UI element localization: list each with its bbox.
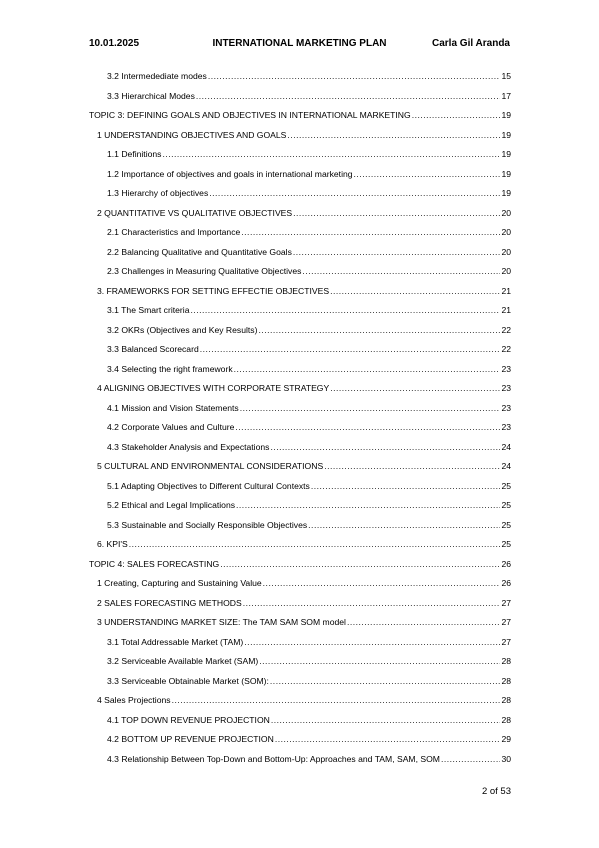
toc-leader-dots — [236, 498, 500, 512]
toc-leader-dots — [241, 225, 500, 239]
toc-entry-page: 27 — [501, 617, 511, 627]
toc-entry-page: 22 — [501, 344, 511, 354]
toc-leader-dots — [263, 576, 501, 590]
toc-entry[interactable] — [97, 596, 511, 610]
toc-entry[interactable] — [107, 440, 511, 454]
toc-entry-label: 4 ALIGNING OBJECTIVES WITH CORPORATE STRATEGY — [97, 383, 330, 393]
toc-entry[interactable] — [107, 245, 511, 259]
toc-entry-page: 22 — [501, 324, 511, 335]
toc-entry[interactable] — [107, 167, 511, 181]
toc-entry-page: 19 — [501, 129, 511, 140]
toc-entry[interactable] — [97, 284, 511, 298]
toc-entry[interactable] — [107, 674, 511, 688]
toc-entry[interactable] — [89, 557, 511, 571]
toc-entry-page: 25 — [501, 519, 511, 530]
toc-entry-label: 4.2 BOTTOM UP REVENUE PROJECTION — [107, 734, 274, 744]
toc-entry-page: 23 — [501, 422, 511, 432]
toc-entry-label: 5.2 Ethical and Legal Implications — [107, 500, 236, 510]
toc-leader-dots — [275, 732, 501, 746]
toc-entry-label: 2.2 Balancing Qualitative and Quantitative Goals — [107, 246, 292, 257]
toc-entry-page: 19 — [501, 188, 511, 198]
toc-entry[interactable] — [89, 108, 511, 122]
toc-entry-page: 28 — [501, 656, 511, 666]
toc-entry[interactable] — [107, 752, 511, 766]
toc-leader-dots — [196, 89, 501, 103]
toc-entry-page: 30 — [501, 753, 511, 764]
toc-leader-dots — [258, 323, 500, 337]
toc-entry-page: 23 — [501, 363, 511, 374]
toc-entry-label: 4.3 Relationship Between Top-Down and Bottom-Up: Approaches and TAM, SAM, SOM — [107, 753, 440, 764]
toc-entry-label: TOPIC 4: SALES FORECASTING — [89, 558, 220, 569]
toc-leader-dots — [243, 596, 501, 610]
toc-entry[interactable] — [107, 186, 511, 200]
toc-entry-page: 24 — [501, 441, 511, 452]
toc-entry-label: 2.3 Challenges in Measuring Qualitative Objectives — [107, 266, 302, 276]
toc-leader-dots — [302, 264, 500, 278]
toc-leader-dots — [190, 303, 500, 317]
toc-entry[interactable] — [107, 69, 511, 83]
toc-entry-page: 26 — [501, 578, 511, 588]
toc-leader-dots — [208, 69, 501, 83]
toc-entry-page: 20 — [501, 207, 511, 218]
page-header — [89, 38, 510, 52]
toc-leader-dots — [441, 752, 500, 766]
toc-leader-dots — [235, 420, 500, 434]
toc-entry-label: 2 SALES FORECASTING METHODS — [97, 597, 242, 608]
toc-leader-dots — [259, 654, 500, 668]
toc-entry[interactable] — [107, 420, 511, 434]
toc-entry[interactable] — [107, 362, 511, 376]
toc-entry[interactable] — [107, 401, 511, 415]
toc-leader-dots — [162, 147, 500, 161]
toc-leader-dots — [270, 440, 500, 454]
toc-entry-page: 28 — [501, 675, 511, 686]
toc-entry-label: 1.3 Hierarchy of objectives — [107, 188, 209, 198]
toc-leader-dots — [354, 167, 501, 181]
toc-entry-label: 4.1 TOP DOWN REVENUE PROJECTION — [107, 714, 270, 725]
toc-entry[interactable] — [97, 693, 511, 707]
toc-entry-label: TOPIC 3: DEFINING GOALS AND OBJECTIVES IN INTERNATIONAL MARKETING — [89, 110, 411, 120]
toc-entry-page: 27 — [501, 636, 511, 647]
toc-leader-dots — [234, 362, 501, 376]
toc-leader-dots — [412, 108, 501, 122]
toc-leader-dots — [293, 206, 500, 220]
toc-entry-label: 1 UNDERSTANDING OBJECTIVES AND GOALS — [97, 129, 287, 140]
toc-entry-label: 6. KPI'S — [97, 539, 128, 549]
toc-entry-page: 28 — [501, 714, 511, 725]
toc-entry[interactable] — [97, 206, 511, 220]
toc-entry-label: 3.2 Intermedediate modes — [107, 71, 207, 81]
toc-entry-page: 28 — [501, 695, 511, 705]
toc-entry[interactable] — [107, 147, 511, 161]
toc-entry-label: 3.3 Serviceable Obtainable Market (SOM): — [107, 675, 269, 686]
toc-entry-page: 21 — [501, 305, 511, 315]
toc-entry[interactable] — [107, 635, 511, 649]
toc-leader-dots — [324, 459, 500, 473]
toc-leader-dots — [347, 615, 500, 629]
toc-leader-dots — [244, 635, 500, 649]
toc-entry-label: 3.3 Hierarchical Modes — [107, 90, 195, 101]
toc-entry-page: 17 — [501, 90, 511, 101]
toc-entry-page: 19 — [501, 168, 511, 179]
toc-entry[interactable] — [107, 479, 511, 493]
header-date: 10.01.2025 — [89, 38, 140, 49]
toc-entry-page: 20 — [501, 246, 511, 257]
header-title: INTERNATIONAL MARKETING PLAN — [212, 38, 387, 49]
toc-entry-label: 5.3 Sustainable and Socially Responsible Objectives — [107, 519, 308, 530]
toc-entry-page: 19 — [501, 110, 511, 120]
toc-entry[interactable] — [97, 381, 511, 395]
toc-entry[interactable] — [97, 576, 511, 590]
toc-leader-dots — [209, 186, 500, 200]
toc-entry-label: 4.3 Stakeholder Analysis and Expectations — [107, 441, 270, 452]
toc-entry[interactable] — [107, 518, 511, 532]
toc-entry-page: 27 — [501, 597, 511, 608]
toc-entry[interactable] — [97, 537, 511, 551]
toc-entry-page: 25 — [501, 500, 511, 510]
toc-entry[interactable] — [107, 732, 511, 746]
toc-entry[interactable] — [107, 89, 511, 103]
toc-leader-dots — [330, 284, 500, 298]
header-author: Carla Gil Aranda — [432, 38, 510, 49]
toc-entry[interactable] — [97, 128, 511, 142]
toc-entry-label: 3.1 The Smart criteria — [107, 305, 190, 315]
toc-entry-label: 5.1 Adapting Objectives to Different Cultural Contexts — [107, 480, 310, 491]
toc-entry-page: 29 — [501, 734, 511, 744]
toc-entry[interactable] — [107, 225, 511, 239]
toc-entry[interactable] — [107, 342, 511, 356]
toc-entry-label: 2.1 Characteristics and Importance — [107, 227, 241, 237]
toc-entry-page: 20 — [501, 227, 511, 237]
toc-leader-dots — [271, 713, 501, 727]
toc-leader-dots — [308, 518, 500, 532]
toc-leader-dots — [287, 128, 500, 142]
toc-entry-page: 25 — [501, 539, 511, 549]
toc-leader-dots — [311, 479, 501, 493]
toc-entry-page: 23 — [501, 383, 511, 393]
toc-entry-page: 23 — [501, 402, 511, 413]
toc-entry[interactable] — [97, 615, 511, 629]
toc-entry-label: 4.2 Corporate Values and Culture — [107, 422, 235, 432]
toc-leader-dots — [200, 342, 501, 356]
toc-leader-dots — [270, 674, 501, 688]
toc-entry-label: 3.1 Total Addressable Market (TAM) — [107, 636, 244, 647]
toc-entry-page: 20 — [501, 266, 511, 276]
toc-entry[interactable] — [107, 264, 511, 278]
toc-entry-label: 4.1 Mission and Vision Statements — [107, 402, 239, 413]
toc-entry-label: 5 CULTURAL AND ENVIRONMENTAL CONSIDERATIONS — [97, 461, 324, 471]
toc-entry[interactable] — [107, 654, 511, 668]
toc-entry-page: 19 — [501, 149, 511, 159]
toc-entry-label: 4 Sales Projections — [97, 695, 171, 705]
toc-entry[interactable] — [107, 303, 511, 317]
toc-entry-label: 1 Creating, Capturing and Sustaining Value — [97, 578, 262, 588]
toc-entry-label: 2 QUANTITATIVE VS QUALITATIVE OBJECTIVES — [97, 207, 293, 218]
toc-leader-dots — [330, 381, 500, 395]
toc-entry-label: 1.1 Definitions — [107, 149, 162, 159]
toc-entry-label: 3.2 OKRs (Objectives and Key Results) — [107, 324, 258, 335]
toc-entry[interactable] — [97, 459, 511, 473]
toc-entry-label: 3.4 Selecting the right framework — [107, 363, 233, 374]
toc-entry-label: 1.2 Importance of objectives and goals in international marketing — [107, 168, 353, 179]
toc-entry-label: 3.3 Balanced Scorecard — [107, 344, 199, 354]
toc-entry[interactable] — [107, 713, 511, 727]
toc-entry-label: 3 UNDERSTANDING MARKET SIZE: The TAM SAM SOM model — [97, 617, 346, 627]
toc-leader-dots — [293, 245, 501, 259]
page-indicator: 2 of 53 — [481, 786, 511, 797]
toc-entry-label: 3. FRAMEWORKS FOR SETTING EFFECTIE OBJECTIVES — [97, 285, 330, 296]
toc-entry[interactable] — [107, 498, 511, 512]
toc-entry[interactable] — [107, 323, 511, 337]
toc-entry-label: 3.2 Serviceable Available Market (SAM) — [107, 656, 259, 666]
toc-leader-dots — [220, 557, 500, 571]
toc-leader-dots — [240, 401, 501, 415]
toc-leader-dots — [129, 537, 501, 551]
toc-entry-page: 21 — [501, 285, 511, 296]
toc-entry-page: 26 — [501, 558, 511, 569]
toc-entry-page: 24 — [501, 461, 511, 471]
toc-leader-dots — [172, 693, 501, 707]
toc-entry-page: 25 — [501, 480, 511, 491]
toc-entry-page: 15 — [501, 71, 511, 81]
